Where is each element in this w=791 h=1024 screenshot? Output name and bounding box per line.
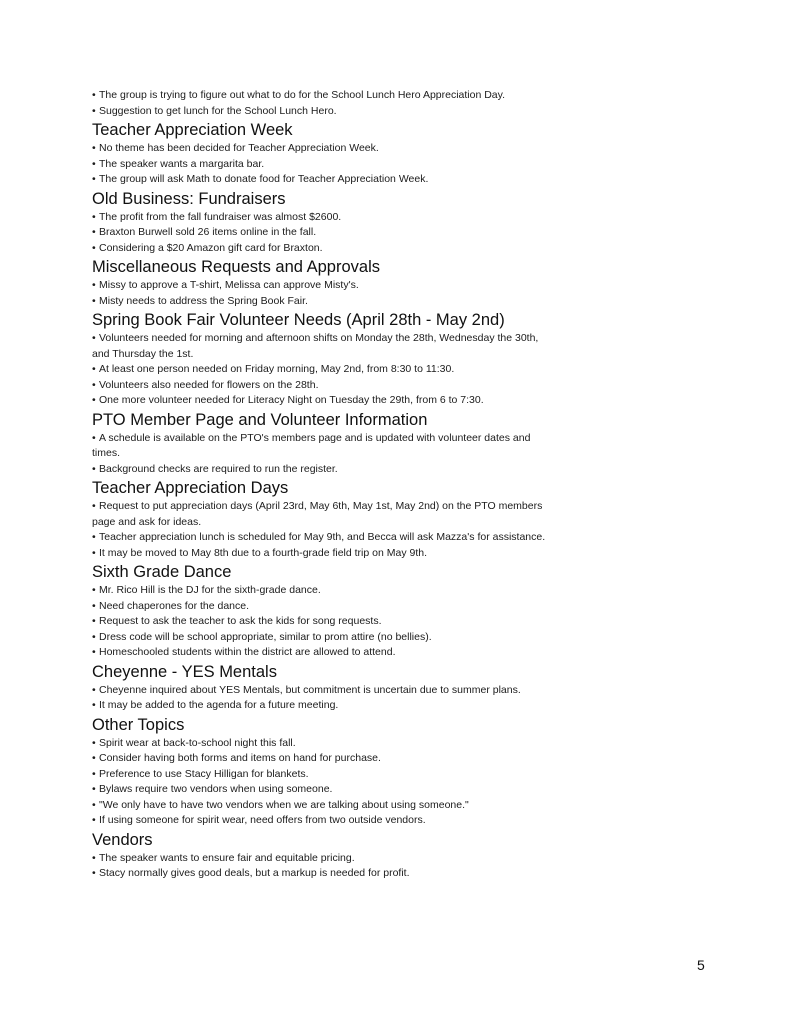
list-item-text: At least one person needed on Friday morning, May 2nd, from 8:30 to 11:30.	[99, 363, 455, 375]
list-item-text: Teacher appreciation lunch is scheduled for May 9th, and Becca will ask Mazza's for assistance.	[99, 531, 546, 543]
section	[92, 309, 552, 409]
section-heading: PTO Member Page and Volunteer Information	[92, 410, 428, 429]
list-item-text: Preference to use Stacy Hilligan for blankets.	[99, 767, 309, 780]
section-list	[92, 736, 552, 829]
list-item	[92, 499, 552, 530]
section	[92, 561, 552, 661]
list-item-text: The group will ask Math to donate food for Teacher Appreciation Week.	[99, 173, 429, 185]
list-item	[92, 225, 552, 241]
bullet-icon: •	[92, 767, 96, 780]
list-item-text: Consider having both forms and items on hand for purchase.	[99, 752, 381, 764]
bullet-icon: •	[92, 546, 96, 559]
section-heading: Spring Book Fair Volunteer Needs (April 28th - May 2nd)	[92, 311, 505, 329]
section-list	[92, 583, 552, 661]
list-item	[92, 530, 552, 546]
bullet-icon: •	[92, 531, 96, 543]
bullet-icon: •	[92, 630, 96, 643]
list-item	[92, 683, 552, 699]
bullet-icon: •	[92, 584, 96, 596]
list-item	[92, 141, 552, 157]
list-item	[92, 294, 552, 310]
bullet-icon: •	[92, 294, 96, 307]
list-item	[92, 378, 552, 394]
list-item	[92, 599, 552, 615]
list-item	[92, 431, 552, 462]
list-item-text: The group is trying to figure out what to do for the School Lunch Hero Appreciation Day.	[99, 89, 506, 101]
list-item-text: Volunteers needed for morning and afternoon shifts on Monday the 28th, Wednesday the 30th, and Thursday the 1st.	[92, 332, 539, 360]
section	[92, 409, 552, 478]
bullet-icon: •	[92, 157, 96, 170]
bullet-icon: •	[92, 332, 96, 344]
section-heading: Sixth Grade Dance	[92, 563, 232, 581]
list-item	[92, 241, 552, 257]
list-item	[92, 798, 552, 814]
bullet-icon: •	[92, 599, 96, 612]
list-item-text: Dress code will be school appropriate, similar to prom attire (no bellies).	[99, 630, 432, 643]
section-list	[92, 851, 552, 882]
list-item-text: Spirit wear at back-to-school night this fall.	[99, 736, 296, 749]
bullet-icon: •	[92, 363, 96, 375]
list-item-text: Need chaperones for the dance.	[99, 599, 250, 612]
list-item-text: Misty needs to address the Spring Book Fair.	[99, 294, 308, 307]
section-list	[92, 278, 552, 309]
section	[92, 119, 552, 188]
list-item	[92, 698, 552, 714]
bullet-icon: •	[92, 814, 96, 826]
section	[92, 256, 552, 309]
section-heading: Cheyenne - YES Mentals	[92, 662, 277, 681]
list-item	[92, 645, 552, 661]
list-item	[92, 813, 552, 829]
list-item-text: Volunteers also needed for flowers on the 28th.	[99, 378, 319, 391]
intro-list	[92, 88, 552, 119]
bullet-icon: •	[92, 683, 96, 696]
bullet-icon: •	[92, 699, 96, 711]
bullet-icon: •	[92, 142, 96, 154]
bullet-icon: •	[92, 431, 96, 444]
bullet-icon: •	[92, 462, 96, 475]
list-item	[92, 866, 552, 882]
list-item-text: Braxton Burwell sold 26 items online in the fall.	[99, 226, 317, 238]
section-list	[92, 141, 552, 188]
section-list	[92, 683, 552, 714]
bullet-icon: •	[92, 615, 96, 627]
bullet-icon: •	[92, 736, 96, 749]
bullet-icon: •	[92, 226, 96, 238]
section	[92, 188, 552, 257]
list-item	[92, 851, 552, 867]
section	[92, 477, 552, 561]
list-item	[92, 104, 552, 120]
list-item	[92, 546, 552, 562]
list-item	[92, 362, 552, 378]
list-item	[92, 88, 552, 104]
bullet-icon: •	[92, 646, 96, 658]
list-item-text: Request to put appreciation days (April 23rd, May 6th, May 1st, May 2nd) on the PTO members page and ask for ideas.	[92, 500, 543, 528]
section-heading: Other Topics	[92, 715, 185, 734]
section-heading: Teacher Appreciation Days	[92, 479, 289, 497]
section-list	[92, 499, 552, 561]
list-item	[92, 767, 552, 783]
list-item	[92, 393, 552, 409]
section-list	[92, 331, 552, 409]
section-heading: Vendors	[92, 830, 153, 849]
list-item-text: The speaker wants to ensure fair and equitable pricing.	[99, 851, 355, 864]
bullet-icon: •	[92, 500, 96, 512]
section-heading: Old Business: Fundraisers	[92, 189, 286, 208]
list-item-text: If using someone for spirit wear, need offers from two outside vendors.	[99, 814, 426, 826]
list-item-text: Homeschooled students within the district are allowed to attend.	[99, 646, 396, 658]
bullet-icon: •	[92, 241, 96, 254]
list-item-text: It may be moved to May 8th due to a fourth-grade field trip on May 9th.	[99, 546, 428, 559]
bullet-icon: •	[92, 851, 96, 864]
list-item-text: A schedule is available on the PTO's members page and is updated with volunteer dates and times.	[92, 431, 531, 459]
list-item	[92, 751, 552, 767]
bullet-icon: •	[92, 394, 96, 406]
list-item	[92, 614, 552, 630]
bullet-icon: •	[92, 89, 96, 101]
list-item-text: "We only have to have two vendors when we are talking about using someone."	[99, 798, 469, 811]
bullet-icon: •	[92, 173, 96, 185]
list-item-text: No theme has been decided for Teacher Appreciation Week.	[99, 142, 379, 154]
list-item-text: Cheyenne inquired about YES Mentals, but commitment is uncertain due to summer plans.	[99, 683, 521, 696]
intro-section	[92, 88, 552, 119]
page-number: 5	[697, 957, 705, 973]
list-item-text: The profit from the fall fundraiser was almost $2600.	[99, 210, 342, 223]
bullet-icon: •	[92, 752, 96, 764]
bullet-icon: •	[92, 798, 96, 811]
section-list	[92, 210, 552, 257]
list-item-text: Background checks are required to run the register.	[99, 462, 338, 475]
section	[92, 829, 552, 882]
bullet-icon: •	[92, 210, 96, 223]
list-item-text: One more volunteer needed for Literacy Night on Tuesday the 29th, from 6 to 7:30.	[99, 394, 484, 406]
list-item-text: The speaker wants a margarita bar.	[99, 157, 265, 170]
section-list	[92, 431, 552, 478]
list-item-text: Considering a $20 Amazon gift card for Braxton.	[99, 241, 323, 254]
list-item	[92, 210, 552, 226]
section-heading: Miscellaneous Requests and Approvals	[92, 258, 381, 276]
bullet-icon: •	[92, 867, 96, 879]
bullet-icon: •	[92, 104, 96, 117]
list-item	[92, 331, 552, 362]
list-item	[92, 462, 552, 478]
list-item-text: Request to ask the teacher to ask the kids for song requests.	[99, 615, 382, 627]
document-body	[92, 88, 552, 882]
list-item-text: Missy to approve a T-shirt, Melissa can approve Misty's.	[99, 279, 359, 291]
section	[92, 661, 552, 714]
list-item-text: Suggestion to get lunch for the School Lunch Hero.	[99, 104, 337, 117]
list-item-text: Bylaws require two vendors when using someone.	[99, 783, 333, 795]
bullet-icon: •	[92, 783, 96, 795]
list-item	[92, 278, 552, 294]
section-heading: Teacher Appreciation Week	[92, 121, 293, 139]
list-item	[92, 630, 552, 646]
list-item-text: Stacy normally gives good deals, but a markup is needed for profit.	[99, 867, 410, 879]
list-item	[92, 157, 552, 173]
bullet-icon: •	[92, 279, 96, 291]
list-item	[92, 736, 552, 752]
section	[92, 714, 552, 829]
bullet-icon: •	[92, 378, 96, 391]
list-item	[92, 583, 552, 599]
list-item	[92, 172, 552, 188]
list-item-text: It may be added to the agenda for a future meeting.	[99, 699, 339, 711]
list-item-text: Mr. Rico Hill is the DJ for the sixth-grade dance.	[99, 584, 321, 596]
list-item	[92, 782, 552, 798]
